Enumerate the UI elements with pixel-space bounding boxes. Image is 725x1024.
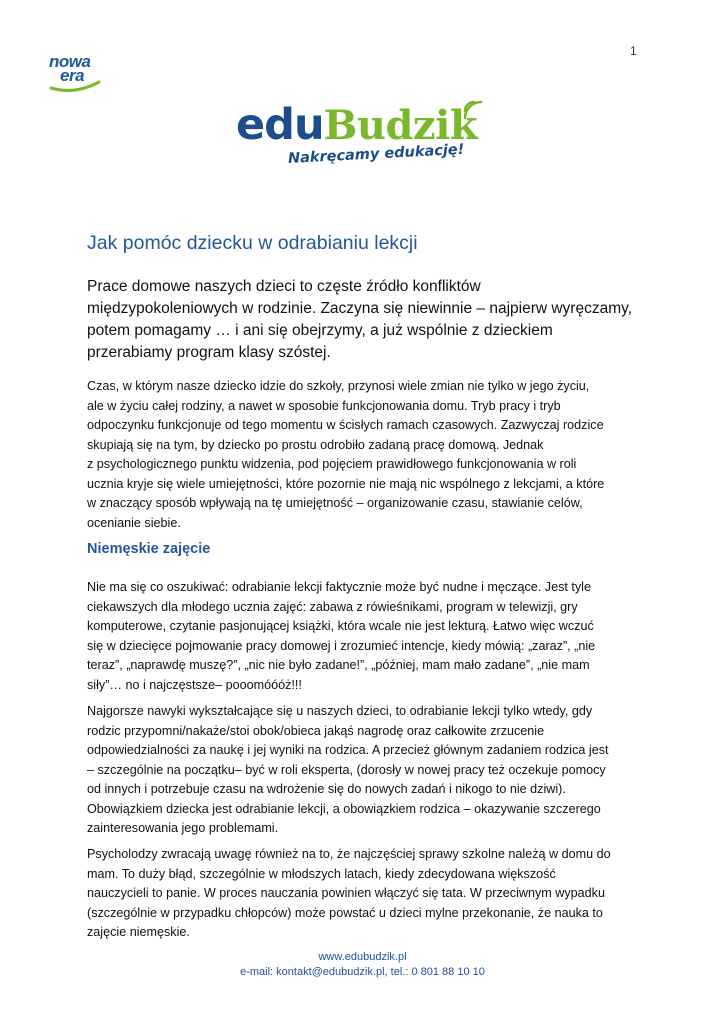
paragraph-line: zajęcie niemęskie. <box>87 925 190 939</box>
paragraph-3 <box>87 845 647 943</box>
paragraph-line: rodzic przypomni/nakaże/stoi obok/obieca jakąś nagrodę oraz całkowite zrzucenie <box>87 723 545 738</box>
edubudzik-tagline: Nakręcamy edukację! <box>287 141 465 167</box>
intro-line: ocenianie siebie. <box>87 515 181 530</box>
intro-line: ucznia kryje się wiele umiejętności, które pozornie nie mają nic wspólnego z lekcjami, a które <box>87 476 605 491</box>
intro-line: odpoczynku funkcjonuje od tego momentu w ścisłych ramach czasowych. Zazwyczaj rodzice <box>87 418 604 432</box>
intro-line: ale w życiu całej rodziny, a nawet w sposobie funkcjonowania domu. Tryb pracy i tryb <box>87 398 561 413</box>
nowa-era-swoosh-icon <box>49 79 101 93</box>
intro-line: z psychologicznego punktu widzenia, pod pojęciem prawidłowego funkcjonowania w roli <box>87 457 577 471</box>
paragraph-line: Nie ma się co oszukiwać: odrabianie lekcji faktycznie może być nudne i męczące. Jest tyle <box>87 580 591 594</box>
signal-waves-icon <box>461 96 487 122</box>
edubudzik-budzik: Budzik <box>323 102 478 149</box>
intro-line: w znaczący sposób wpływają na tę umiejętność – organizowanie czasu, stawianie celów, <box>87 496 583 510</box>
footer <box>0 950 725 980</box>
page-number: 1 <box>630 44 637 58</box>
contact-info: e-mail: kontakt@edubudzik.pl, tel.: 0 801 88 10 10 <box>240 966 485 978</box>
paragraph-line: ciekawszych dla młodego ucznia zajęć: zabawa z rówieśnikami, program w telewizji, gry <box>87 599 578 614</box>
edubudzik-logo <box>236 96 486 186</box>
paragraph-line: nauczycieli to panie. W proces nauczania powinien włączyć się tata. W przeciwnym wypadku <box>87 886 605 900</box>
edubudzik-edu: edu <box>236 100 324 150</box>
lead-line: międzypokoleniowych w rodzinie. Zaczyna się niewinnie – najpierw wyręczamy, <box>87 300 633 317</box>
website-link[interactable]: www.edubudzik.pl <box>318 951 407 963</box>
paragraph-line: (szczególnie w przypadku chłopców) może powstać u dzieci mylne przekonanie, że nauka to <box>87 905 603 920</box>
intro-paragraph <box>87 377 647 533</box>
nowa-era-logo-line2: era <box>60 66 85 85</box>
lead-line: potem pomagamy … i ani się obejrzymy, a już wspólnie z dzieckiem <box>87 322 553 339</box>
paragraph-line: Najgorsze nawyki wykształcające się u naszych dzieci, to odrabianie lekcji tylko wtedy, gdy <box>87 704 593 718</box>
intro-line: Czas, w którym nasze dziecko idzie do szkoły, przynosi wiele zmian nie tylko w jego życiu, <box>87 379 590 393</box>
edubudzik-wordmark <box>236 100 478 150</box>
paragraph-1 <box>87 578 647 695</box>
paragraph-line: komputerowe, czytanie pasjonującej książki, która wcale nie jest lekturą. Łatwo więc wczuć <box>87 619 594 633</box>
paragraph-line: odpowiedzialności za naukę i jej wyniki na rodzica. A przecież głównym zadaniem rodzica jest <box>87 743 609 757</box>
nowa-era-logo <box>49 52 101 95</box>
paragraph-line: zainteresowania jego problemami. <box>87 821 279 835</box>
paragraph-line: się w dziecięce pojmowanie pracy domowej i zrozumieć intencje, kiedy mówią: „zaraz”, „nie <box>87 638 596 653</box>
paragraph-line: od innych i potrzebuje czasu na wdrożenie się do nowych zadań i nikogo to nie dziwi). <box>87 782 566 796</box>
page-title: Jak pomóc dziecku w odrabianiu lekcji <box>87 232 418 254</box>
paragraph-line: Obowiązkiem dziecka jest odrabianie lekcji, a obowiązkiem rodzica – okazywanie szczerego <box>87 801 601 816</box>
paragraph-line: teraz”, „naprawdę muszę?”, „nic nie było zadane!”, „później, mam mało zadane”, „nie mam <box>87 658 590 672</box>
paragraph-line: Psycholodzy zwracają uwagę również na to, że najczęściej sprawy szkolne należą w domu do <box>87 847 611 861</box>
paragraph-line: siły”… no i najczęstsze– pooomóóóż!!! <box>87 677 302 692</box>
lead-line: Prace domowe naszych dzieci to częste źródło konfliktów <box>87 278 481 295</box>
section-heading: Niemęskie zajęcie <box>87 541 211 557</box>
intro-line: skupiają się na tym, by dziecko po prostu odrobiło zadaną pracę domową. Jednak <box>87 437 544 452</box>
paragraph-2 <box>87 702 647 839</box>
paragraph-line: mam. To duży błąd, szczególnie w młodszych latach, kiedy zdecydowana większość <box>87 866 556 881</box>
lead-paragraph <box>87 276 647 364</box>
nowa-era-logo-line1: nowa <box>49 52 91 71</box>
lead-line: przerabiamy program klasy szóstej. <box>87 344 331 361</box>
paragraph-line: – szczególnie na początku– być w roli eksperta, (dorosły w nowej pracy też oczekuje pomocy <box>87 762 606 777</box>
